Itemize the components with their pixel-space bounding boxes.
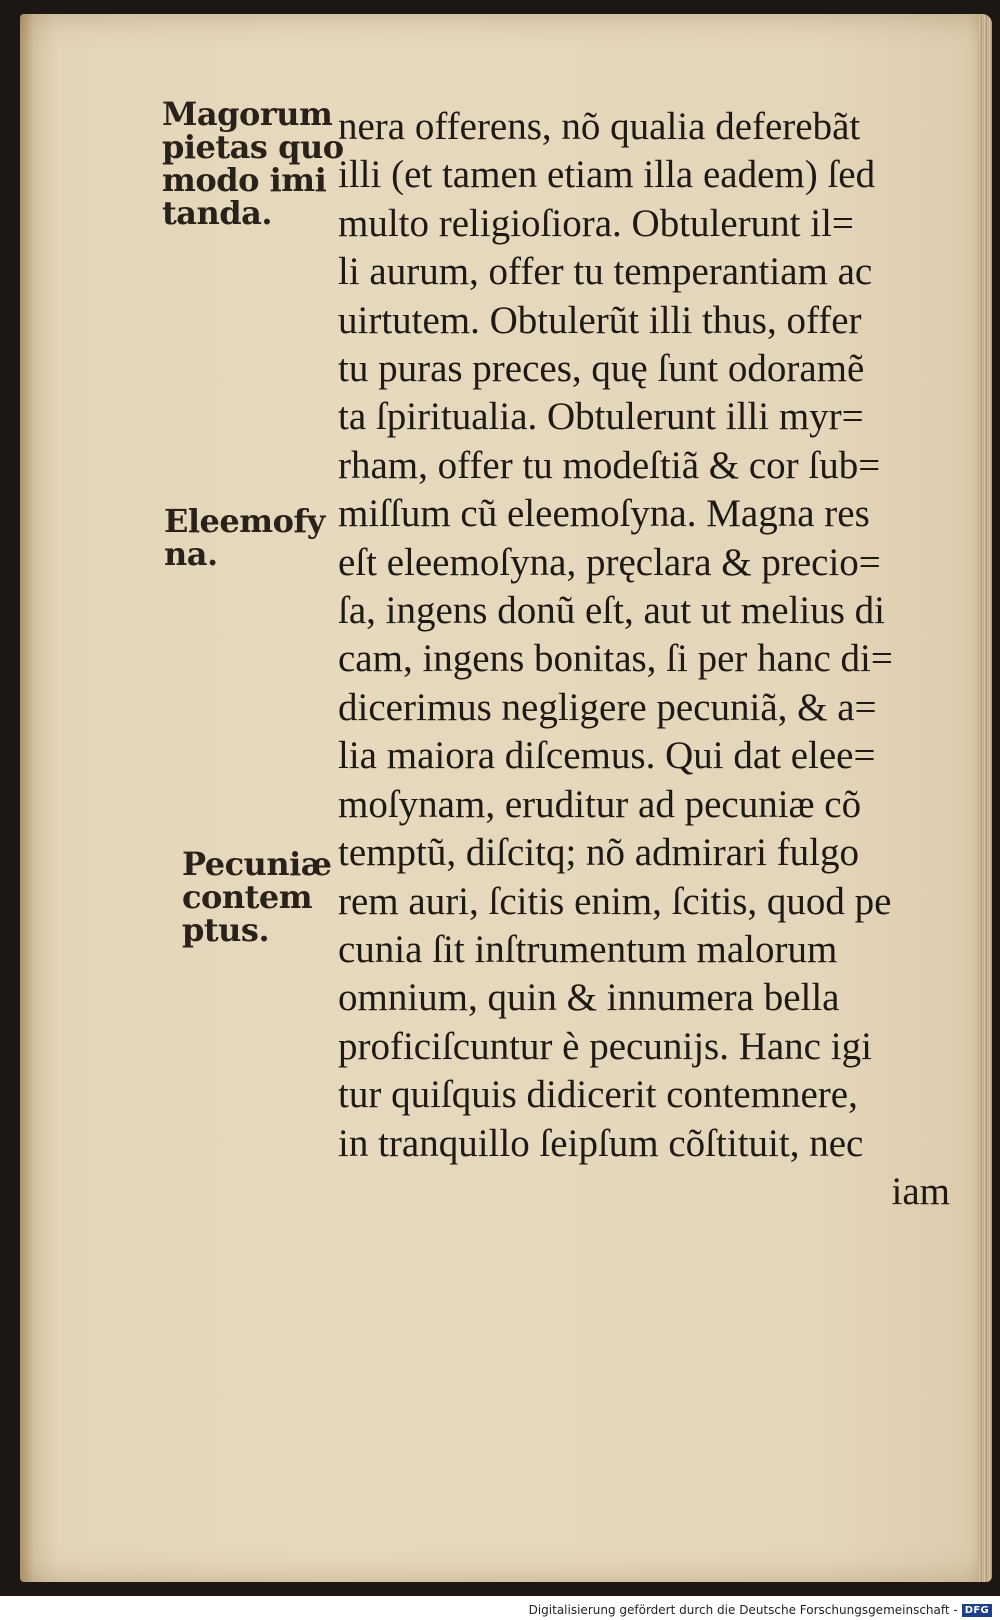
margin-note-line: modo imi — [162, 161, 327, 199]
text-line: in tranquillo ſeipſum cõſtituit, nec — [338, 1121, 864, 1165]
text-line: moſynam, eruditur ad pecuniæ cõ — [338, 782, 862, 826]
margin-note-line: contem — [182, 878, 313, 916]
margin-note-line: Pecuniæ — [182, 845, 332, 883]
margin-note-line: na. — [164, 535, 218, 573]
text-line: ta ſpiritualia. Obtulerunt illi myr= — [338, 395, 864, 439]
text-line: rham, offer tu modeſtiã & cor ſub= — [338, 443, 881, 487]
margin-note-magorum — [162, 95, 344, 232]
text-line: temptũ, diſcitq; nõ admirari fulgo — [338, 831, 859, 875]
text-line: omnium, quin & innumera bella — [338, 976, 840, 1020]
text-line: uirtutem. Obtulerũt illi thus, offer — [338, 298, 862, 342]
text-line: tu puras preces, quę ſunt odoramẽ — [338, 347, 865, 391]
margin-note-pecuniae — [182, 845, 332, 949]
text-line: li aurum, offer tu temperantiam ac — [338, 250, 873, 294]
margin-note-line: pietas quo — [162, 128, 344, 166]
margin-note-line: tanda. — [162, 194, 273, 232]
text-line: proficiſcuntur è pecunijs. Hanc igi — [338, 1024, 872, 1068]
margin-note-line: Magorum — [162, 95, 333, 133]
text-line: miſſum cũ eleemoſyna. Magna res — [338, 492, 870, 536]
body-text — [338, 103, 950, 1216]
credit-text: Digitalisierung gefördert durch die Deutsche Forschungsgemeinschaft - — [528, 1603, 958, 1617]
text-line: nera offerens, nõ qualia deferebãt — [338, 105, 861, 148]
text-line: lia maiora diſcemus. Qui dat elee= — [338, 734, 876, 778]
catchword: iam — [891, 1169, 950, 1213]
text-line: eſt eleemoſyna, pręclara & precio= — [338, 540, 881, 584]
text-line: multo religioſiora. Obtulerunt il= — [338, 201, 854, 245]
text-line: rem auri, ſcitis enim, ſcitis, quod pe — [338, 879, 892, 923]
page-edge — [978, 14, 992, 1582]
text-line: cunia ſit inſtrumentum malorum — [338, 927, 838, 971]
text-line: ſa, ingens donũ eſt, aut ut melius di — [338, 589, 886, 633]
dfg-logo: DFG — [962, 1604, 992, 1617]
margin-note-eleemosyna — [164, 502, 325, 573]
text-line: cam, ingens bonitas, ſi per hanc di= — [338, 637, 893, 681]
margin-note-line: ptus. — [182, 911, 270, 949]
text-line: tur quiſquis didicerit contemnere, — [338, 1073, 858, 1117]
margin-note-line: Eleemofy — [164, 502, 325, 540]
text-line: dicerimus negligere pecuniã, & a= — [338, 685, 877, 729]
text-line: illi (et tamen etiam illa eadem) ſed — [338, 153, 876, 197]
digitization-credit — [529, 1603, 992, 1617]
